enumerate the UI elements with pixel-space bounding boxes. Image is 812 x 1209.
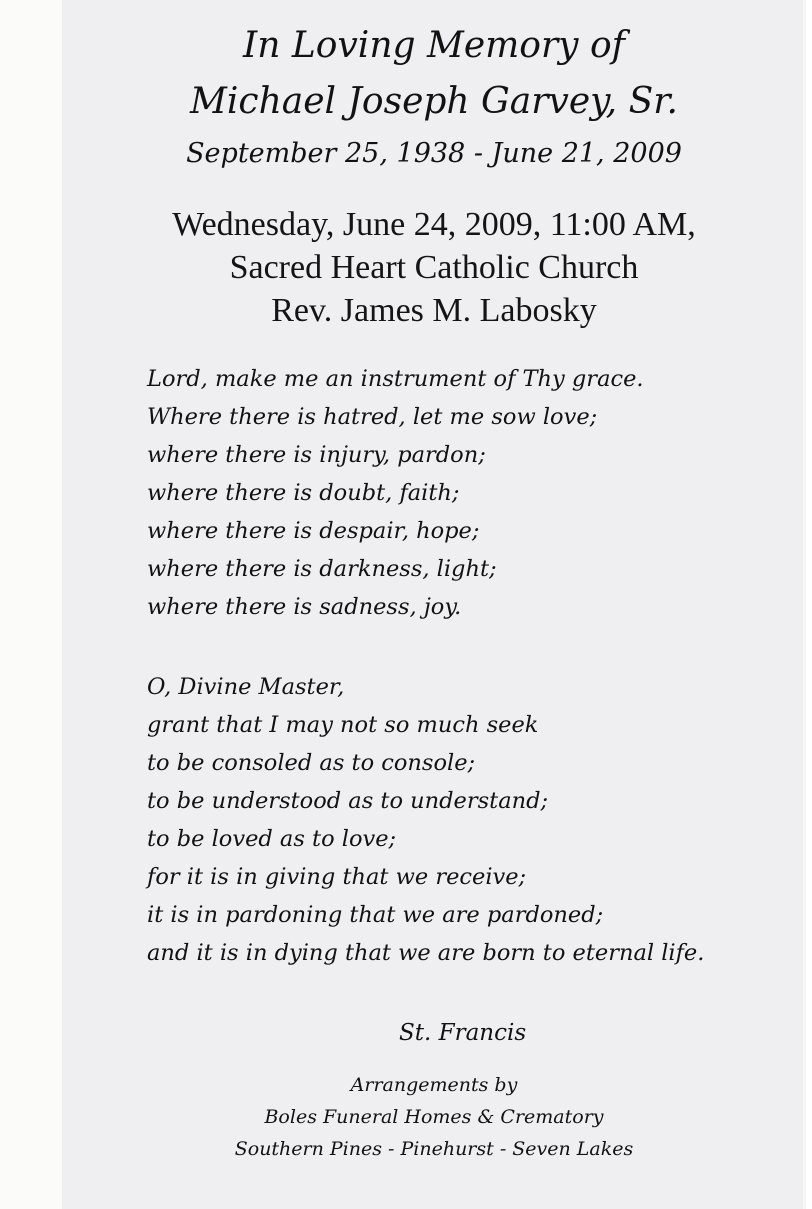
service-officiant: Rev. James M. Labosky	[271, 292, 597, 329]
prayer-line: O, Divine Master,	[147, 674, 345, 700]
prayer-line: to be loved as to love;	[147, 826, 397, 852]
prayer-line: to be consoled as to console;	[147, 750, 476, 776]
prayer-line: where there is sadness, joy.	[147, 594, 462, 620]
prayer-line: where there is darkness, light;	[147, 556, 497, 582]
prayer-line: to be understood as to understand;	[147, 788, 549, 814]
life-dates: September 25, 1938 - June 21, 2009	[186, 138, 682, 169]
prayer-attribution: St. Francis	[399, 1020, 527, 1046]
prayer-line: where there is injury, pardon;	[147, 442, 486, 468]
card-edge	[806, 0, 812, 1209]
funeral-home-locations: Southern Pines - Pinehurst - Seven Lakes	[234, 1138, 634, 1160]
prayer-line: grant that I may not so much seek	[147, 712, 539, 738]
service-datetime: Wednesday, June 24, 2009, 11:00 AM,	[172, 206, 696, 243]
deceased-name: Michael Joseph Garvey, Sr.	[190, 81, 678, 122]
prayer-line: it is in pardoning that we are pardoned;	[147, 902, 604, 928]
title-line-1: In Loving Memory of	[243, 25, 625, 66]
prayer-line: Lord, make me an instrument of Thy grace.	[147, 366, 644, 392]
arrangements-label: Arrangements by	[350, 1074, 518, 1096]
service-place: Sacred Heart Catholic Church	[229, 249, 639, 286]
prayer-line: where there is despair, hope;	[147, 518, 480, 544]
prayer-line: and it is in dying that we are born to eternal life.	[147, 940, 705, 966]
prayer-line: where there is doubt, faith;	[147, 480, 460, 506]
prayer-line: Where there is hatred, let me sow love;	[147, 404, 598, 430]
funeral-home-name: Boles Funeral Homes & Crematory	[264, 1106, 604, 1128]
prayer-line: for it is in giving that we receive;	[147, 864, 527, 890]
